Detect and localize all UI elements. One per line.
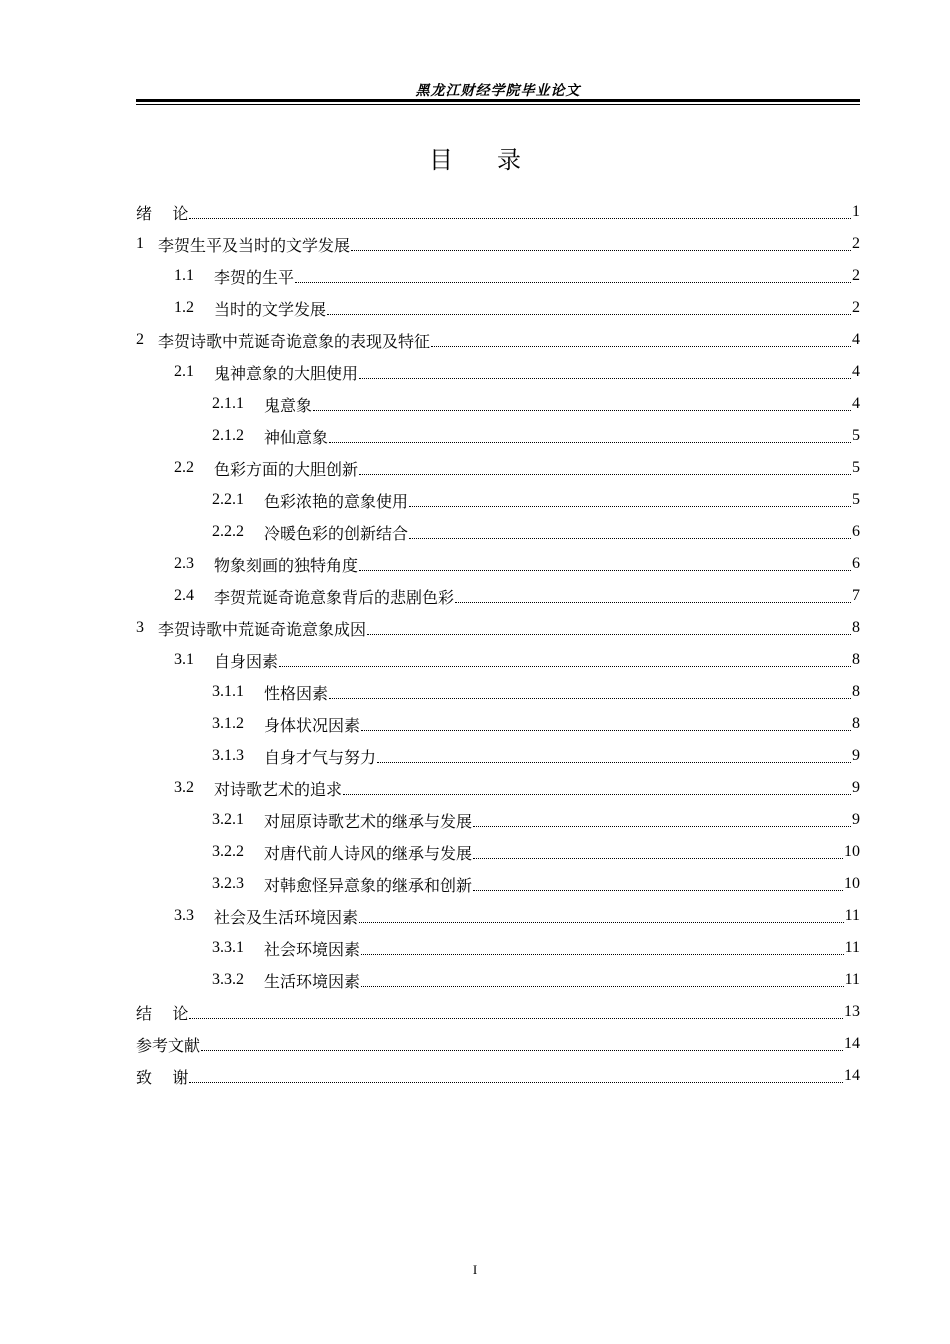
toc-entry[interactable]: [136, 516, 860, 548]
toc-entry[interactable]: [136, 260, 860, 292]
toc-entry-page: 8: [852, 619, 860, 636]
toc-entry[interactable]: [136, 708, 860, 740]
toc-entry[interactable]: [136, 484, 860, 516]
toc-leader-dots: [327, 314, 851, 315]
toc-entry[interactable]: [136, 228, 860, 260]
header-rule-thick: [136, 99, 860, 102]
toc-entry[interactable]: [136, 452, 860, 484]
toc-entry-title: 冷暖色彩的创新结合: [264, 523, 409, 543]
toc-leader-dots: [359, 922, 844, 923]
toc-leader-dots: [409, 506, 851, 507]
toc-entry-title: 对屈原诗歌艺术的继承与发展: [264, 811, 473, 831]
toc-entry[interactable]: [136, 740, 860, 772]
toc-entry-page: 9: [852, 747, 860, 764]
toc-entry-title: 对诗歌艺术的追求: [214, 779, 343, 799]
toc-entry-number: 2.1.1: [212, 395, 244, 412]
toc-leader-dots: [351, 250, 851, 251]
toc-entry[interactable]: [136, 420, 860, 452]
toc-leader-dots: [295, 282, 851, 283]
toc-entry-title: 对唐代前人诗风的继承与发展: [264, 843, 473, 863]
toc-entry-number: 2.1: [174, 363, 194, 380]
toc-leader-dots: [409, 538, 851, 539]
toc-entry-page: 14: [844, 1067, 860, 1084]
toc-leader-dots: [313, 410, 851, 411]
toc-entry[interactable]: [136, 548, 860, 580]
toc-leader-dots: [377, 762, 851, 763]
toc-entry-number: 3.1.1: [212, 683, 244, 700]
toc-entry-number: 3.2.1: [212, 811, 244, 828]
toc-leader-dots: [201, 1050, 843, 1051]
toc-entry-number: 1.2: [174, 299, 194, 316]
toc-entry-title: 自身才气与努力: [264, 747, 377, 767]
toc-entry-page: 10: [844, 843, 860, 860]
toc-entry[interactable]: [136, 900, 860, 932]
toc-entry[interactable]: [136, 356, 860, 388]
toc-leader-dots: [361, 954, 844, 955]
toc-entry-title: 物象刻画的独特角度: [214, 555, 359, 575]
toc-entry-title: 身体状况因素: [264, 715, 361, 735]
toc-leader-dots: [189, 1082, 843, 1083]
toc-entry-title: 性格因素: [264, 683, 329, 703]
toc-entry[interactable]: [136, 292, 860, 324]
toc-entry-title: 色彩浓艳的意象使用: [264, 491, 409, 511]
page-number: I: [472, 1262, 478, 1277]
toc-entry-page: 6: [852, 555, 860, 572]
toc-entry[interactable]: [136, 772, 860, 804]
toc-entry-page: 10: [844, 875, 860, 892]
toc-entry-page: 5: [852, 459, 860, 476]
toc-entry-title: 神仙意象: [264, 427, 329, 447]
toc-entry-page: 2: [852, 267, 860, 284]
toc-leader-dots: [359, 474, 851, 475]
toc-entry-number: 3.1.2: [212, 715, 244, 732]
toc-entry-title: 色彩方面的大胆创新: [214, 459, 359, 479]
toc-entry[interactable]: [136, 804, 860, 836]
toc-entry-title: 当时的文学发展: [214, 299, 327, 319]
page-title: 目录: [429, 146, 565, 174]
toc-entry-number: 2.2: [174, 459, 194, 476]
toc-leader-dots: [359, 378, 851, 379]
toc-leader-dots: [189, 1018, 843, 1019]
toc-entry-number: 3.1.3: [212, 747, 244, 764]
running-header-title: 黑龙江财经学院毕业论文: [415, 83, 581, 99]
toc-leader-dots: [279, 666, 851, 667]
toc-entry-page: 8: [852, 715, 860, 732]
toc-entry-title: 自身因素: [214, 651, 279, 671]
toc-entry-page: 1: [852, 203, 860, 220]
toc-entry[interactable]: [136, 580, 860, 612]
toc-entry-title: 社会及生活环境因素: [214, 907, 359, 927]
toc-entry-page: 11: [844, 939, 860, 956]
toc-entry-number: 3: [136, 619, 144, 636]
toc-entry-number: 2.2.2: [212, 523, 244, 540]
toc-leader-dots: [359, 570, 851, 571]
toc-entry-page: 13: [844, 1003, 860, 1020]
toc-entry-title: 结 论: [136, 1003, 189, 1023]
toc-entry-title: 致 谢: [136, 1067, 189, 1087]
toc-entry-title: 社会环境因素: [264, 939, 361, 959]
toc-entry-page: 14: [844, 1035, 860, 1052]
toc-entry-number: 1.1: [174, 267, 194, 284]
toc-leader-dots: [329, 698, 851, 699]
toc-leader-dots: [431, 346, 851, 347]
toc-entry-number: 2: [136, 331, 144, 348]
toc-entry[interactable]: [136, 388, 860, 420]
toc-leader-dots: [361, 986, 844, 987]
toc-entry-number: 3.3: [174, 907, 194, 924]
toc-entry-page: 11: [844, 971, 860, 988]
toc-entry-page: 2: [852, 299, 860, 316]
toc-entry-title: 李贺诗歌中荒诞奇诡意象成因: [158, 619, 367, 639]
toc-entry[interactable]: [136, 932, 860, 964]
toc-entry-number: 1: [136, 235, 144, 252]
header-rule-thin: [136, 104, 860, 105]
toc-entry-number: 2.1.2: [212, 427, 244, 444]
toc-entry-number: 2.3: [174, 555, 194, 572]
toc-entry[interactable]: [136, 612, 860, 644]
toc-entry[interactable]: [136, 644, 860, 676]
toc-entry[interactable]: [136, 1028, 860, 1060]
toc-leader-dots: [473, 858, 843, 859]
toc-entry-title: 参考文献: [136, 1035, 201, 1055]
toc-entry-number: 3.2: [174, 779, 194, 796]
toc-entry-number: 3.1: [174, 651, 194, 668]
toc-leader-dots: [367, 634, 851, 635]
toc-entry-title: 对韩愈怪异意象的继承和创新: [264, 875, 473, 895]
toc-entry[interactable]: [136, 196, 860, 228]
toc-entry-page: 11: [844, 907, 860, 924]
toc-entry-number: 2.4: [174, 587, 194, 604]
toc-entry-title: 李贺的生平: [214, 267, 295, 287]
toc-entry[interactable]: [136, 836, 860, 868]
toc-entry-title: 鬼神意象的大胆使用: [214, 363, 359, 383]
toc-entry-page: 4: [852, 395, 860, 412]
toc-entry-number: 3.2.3: [212, 875, 244, 892]
toc-entry-number: 3.3.2: [212, 971, 244, 988]
toc-entry-page: 5: [852, 427, 860, 444]
toc-entry-page: 9: [852, 779, 860, 796]
toc-entry-page: 6: [852, 523, 860, 540]
toc-leader-dots: [329, 442, 851, 443]
toc-entry-page: 2: [852, 235, 860, 252]
toc-entry-title: 绪 论: [136, 203, 189, 223]
toc-entry-title: 李贺荒诞奇诡意象背后的悲剧色彩: [214, 587, 455, 607]
toc-entry-number: 3.3.1: [212, 939, 244, 956]
toc-entry[interactable]: [136, 964, 860, 996]
toc-entry[interactable]: [136, 676, 860, 708]
toc-entry[interactable]: [136, 1060, 860, 1092]
toc-entry-page: 4: [852, 363, 860, 380]
toc-leader-dots: [455, 602, 851, 603]
toc-entry-number: 2.2.1: [212, 491, 244, 508]
toc-leader-dots: [361, 730, 851, 731]
toc-entry[interactable]: [136, 868, 860, 900]
toc-entry-page: 9: [852, 811, 860, 828]
toc-leader-dots: [473, 890, 843, 891]
toc-entry-title: 李贺生平及当时的文学发展: [158, 235, 351, 255]
toc-leader-dots: [473, 826, 851, 827]
toc-entry-page: 7: [852, 587, 860, 604]
table-of-contents: [136, 196, 860, 1092]
toc-entry[interactable]: [136, 324, 860, 356]
toc-entry-number: 3.2.2: [212, 843, 244, 860]
toc-entry-title: 李贺诗歌中荒诞奇诡意象的表现及特征: [158, 331, 431, 351]
toc-leader-dots: [343, 794, 851, 795]
toc-entry[interactable]: [136, 996, 860, 1028]
toc-entry-page: 8: [852, 683, 860, 700]
toc-entry-page: 4: [852, 331, 860, 348]
toc-entry-title: 鬼意象: [264, 395, 313, 415]
toc-leader-dots: [189, 218, 851, 219]
toc-entry-page: 8: [852, 651, 860, 668]
toc-entry-title: 生活环境因素: [264, 971, 361, 991]
toc-entry-page: 5: [852, 491, 860, 508]
